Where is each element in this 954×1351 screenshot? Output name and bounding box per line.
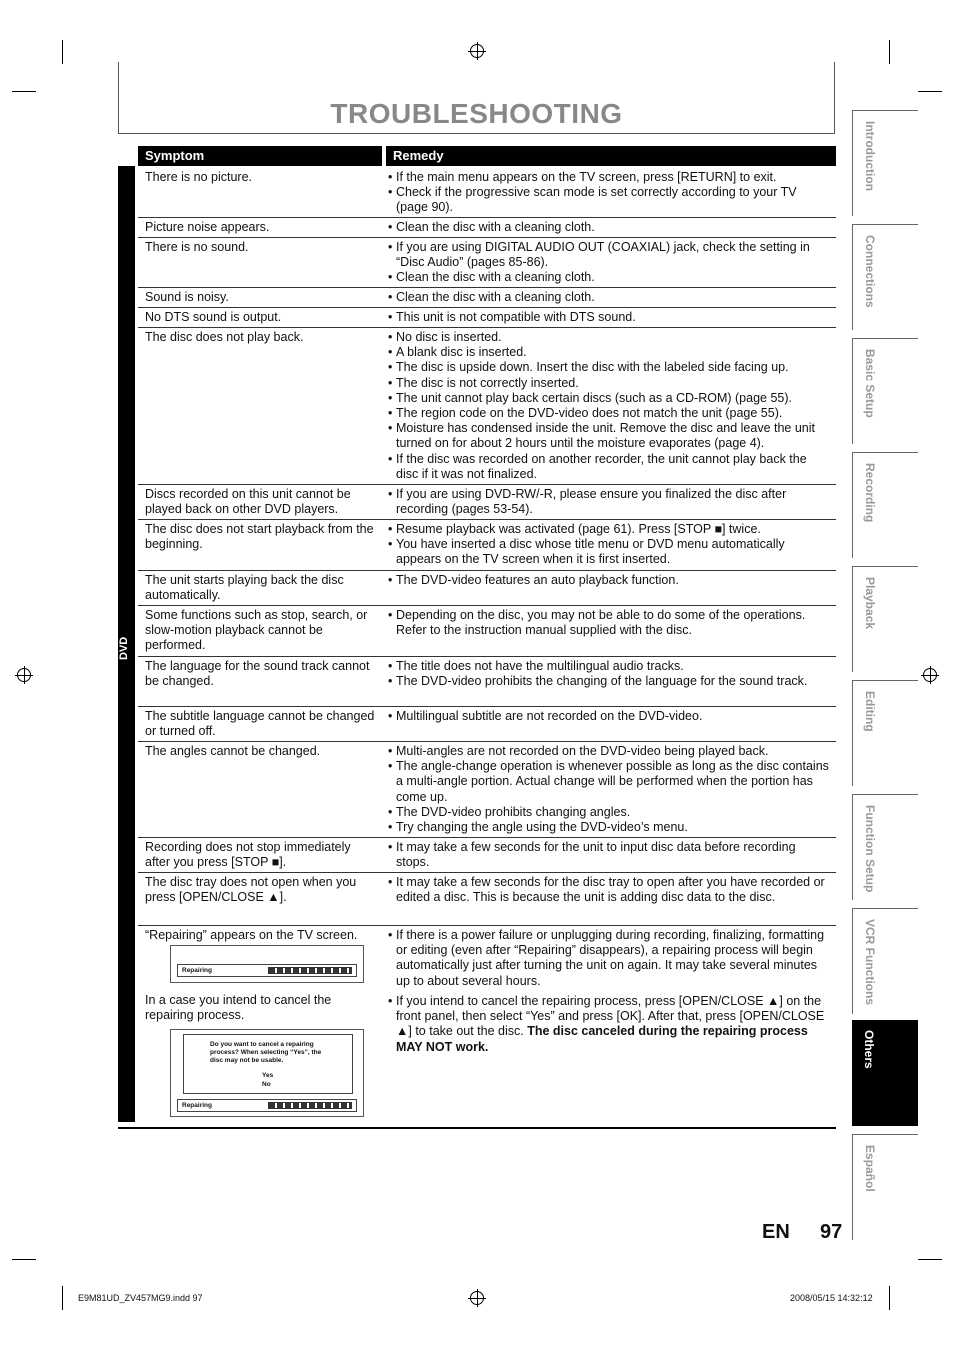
row-divider xyxy=(385,989,836,990)
remedy-item: • It may take a few seconds for the unit to input disc data before recording stops. xyxy=(388,840,832,870)
remedy-cell xyxy=(388,744,832,835)
tab-vcr-functions[interactable] xyxy=(852,908,918,1014)
symptom-cell: No DTS sound is output. xyxy=(145,310,282,324)
remedy-item: • If you are using DIGITAL AUDIO OUT (COAXIAL) jack, check the setting in “Disc Audio” (pages 85-86). xyxy=(388,240,832,270)
tab-label: Others xyxy=(862,1030,876,1069)
category-label: DVD xyxy=(118,636,130,660)
remedy-item: • A blank disc is inserted. xyxy=(388,345,832,360)
page-number: 97 xyxy=(820,1221,843,1243)
tab-basic-setup[interactable] xyxy=(852,338,918,444)
row-divider xyxy=(138,656,836,657)
remedy-cell xyxy=(388,290,832,305)
registration-mark-icon xyxy=(470,1291,484,1305)
remedy-item: • Check if the progressive scan mode is set correctly according to your TV (page 90). xyxy=(388,185,832,215)
repairing-progress-bar xyxy=(268,967,352,974)
crop-mark xyxy=(889,1286,890,1310)
symptom-cell: The language for the sound track cannot be changed. xyxy=(145,659,370,689)
remedy-item: • Resume playback was activated (page 61). Press [STOP ■] twice. xyxy=(388,522,832,537)
cancel-repair-screen xyxy=(170,1029,364,1117)
remedy-item: • The title does not have the multilingual audio tracks. xyxy=(388,659,832,674)
registration-mark-icon xyxy=(923,668,937,682)
remedy-item: • Clean the disc with a cleaning cloth. xyxy=(388,270,832,285)
crop-mark xyxy=(889,40,890,64)
remedy-item: • Clean the disc with a cleaning cloth. xyxy=(388,220,832,235)
crop-mark xyxy=(62,40,63,64)
remedy-cell xyxy=(388,487,832,517)
remedy-cell xyxy=(388,709,832,724)
remedy-item: • This unit is not compatible with DTS sound. xyxy=(388,310,832,325)
row-divider xyxy=(138,327,836,328)
remedy-item: • If you are using DVD-RW/-R, please ensure you finalized the disc after recording (pages 53-54). xyxy=(388,487,832,517)
remedy-cell xyxy=(388,220,832,235)
row-divider xyxy=(138,287,836,288)
remedy-item: • Moisture has condensed inside the unit. Remove the disc and leave the unit turned on for about 2 hours until the moisture evaporates (page 4). xyxy=(388,421,832,451)
remedy-item: • It may take a few seconds for the disc tray to open after you have recorded or edited a disc. This is because the unit is adding disc data to the disc. xyxy=(388,875,832,905)
symptom-cell: There is no picture. xyxy=(145,170,252,184)
tab-connections[interactable] xyxy=(852,224,918,330)
symptom-cell: Discs recorded on this unit cannot be played back on other DVD players. xyxy=(145,487,351,517)
tab-label: Function Setup xyxy=(863,805,877,893)
tab-label: Playback xyxy=(863,577,877,630)
row-divider xyxy=(138,570,836,571)
remedy-item: • The DVD-video features an auto playback function. xyxy=(388,573,832,588)
repairing-progress-bar xyxy=(268,1102,352,1109)
crop-mark xyxy=(62,1286,63,1310)
remedy-item: • If the main menu appears on the TV screen, press [RETURN] to exit. xyxy=(388,170,832,185)
cancel-remedy-text: If you intend to cancel the repairing process, press [OPEN/CLOSE ▲] on the front panel, then select “Yes” and press [OK]. After that, press [OPEN/CLOSE ▲] to take out the disc. xyxy=(396,994,825,1039)
remedy-item: • The DVD-video prohibits changing angles. xyxy=(388,805,832,820)
symptom-cell: The unit starts playing back the disc automatically. xyxy=(145,573,344,603)
remedy-cell xyxy=(388,170,832,216)
cancel-dialog xyxy=(183,1034,353,1094)
tab-label: Basic Setup xyxy=(863,349,877,418)
symptom-cell: The angles cannot be changed. xyxy=(145,744,321,758)
crop-mark xyxy=(918,1259,942,1260)
remedy-item: • The unit cannot play back certain discs (such as a CD-ROM) (page 55). xyxy=(388,391,832,406)
tab-label: Editing xyxy=(863,691,877,732)
crop-mark xyxy=(918,91,942,92)
table-bottom-rule xyxy=(118,1127,836,1129)
row-divider xyxy=(138,217,836,218)
remedy-cell xyxy=(388,928,832,989)
repairing-status-box xyxy=(177,964,357,977)
symptom-cell: Some functions such as stop, search, or slow-motion playback cannot be performed. xyxy=(145,608,368,653)
symptom-cell: The disc does not play back. xyxy=(145,330,304,344)
remedy-item: • Multi-angles are not recorded on the DVD-video being played back. xyxy=(388,744,832,759)
tab-recording[interactable] xyxy=(852,452,918,558)
tab-espa-ol[interactable] xyxy=(852,1134,918,1240)
page-title: TROUBLESHOOTING xyxy=(330,98,623,129)
remedy-item: • Try changing the angle using the DVD-video’s menu. xyxy=(388,820,832,835)
remedy-item: • No disc is inserted. xyxy=(388,330,832,345)
row-divider xyxy=(138,237,836,238)
row-divider xyxy=(138,741,836,742)
cancel-dialog-message: Do you want to cancel a repairing process? When selecting “Yes”, the disc may not be usable. xyxy=(210,1041,322,1064)
tab-label: Connections xyxy=(863,235,877,308)
cancel-remedy-warning: The disc canceled during the repairing process MAY NOT work. xyxy=(396,1024,808,1054)
remedy-cell xyxy=(388,875,832,905)
symptom-cell: “Repairing” appears on the TV screen. xyxy=(145,928,358,942)
symptom-header: Symptom xyxy=(138,146,382,166)
row-divider xyxy=(138,484,836,485)
remedy-item: • The DVD-video prohibits the changing of the language for the sound track. xyxy=(388,674,832,689)
symptom-cell: Picture noise appears. xyxy=(145,220,270,234)
tab-label: Español xyxy=(863,1145,877,1192)
tab-others[interactable] xyxy=(852,1020,918,1126)
remedy-cell xyxy=(388,310,832,325)
remedy-header: Remedy xyxy=(386,146,836,166)
language-code: EN xyxy=(762,1221,790,1243)
registration-mark-icon xyxy=(470,44,484,58)
footer-date: 2008/05/15 14:32:12 xyxy=(790,1293,873,1303)
symptom-cell: The subtitle language cannot be changed or turned off. xyxy=(145,709,375,739)
tab-playback[interactable] xyxy=(852,566,918,672)
remedy-item: • The disc is not correctly inserted. xyxy=(388,376,832,391)
symptom-cell: Sound is noisy. xyxy=(145,290,229,304)
cancel-symptom: In a case you intend to cancel the repairing process. xyxy=(145,993,332,1023)
remedy-cell xyxy=(388,608,832,638)
remedy-item: • If the disc was recorded on another recorder, the unit cannot play back the disc if it was not finalized. xyxy=(388,452,832,482)
remedy-item: • Clean the disc with a cleaning cloth. xyxy=(388,290,832,305)
tab-label: Recording xyxy=(863,463,877,523)
symptom-cell: The disc does not start playback from the beginning. xyxy=(145,522,374,552)
cancel-remedy xyxy=(388,994,828,1055)
remedy-item: • If there is a power failure or unplugging during recording, finalizing, formatting or editing (even after “Repairing” disappears), a repairing process will begin automatically just after turning the unit on again. It may take several minutes up to about several hours. xyxy=(388,928,832,989)
dialog-option-no[interactable]: No xyxy=(262,1081,271,1088)
remedy-item: • The disc is upside down. Insert the disc with the labeled side facing up. xyxy=(388,360,832,375)
row-divider xyxy=(138,605,836,606)
remedy-cell xyxy=(388,659,832,689)
remedy-item: • You have inserted a disc whose title menu or DVD menu automatically appears on the TV screen when it is first inserted. xyxy=(388,537,832,567)
crop-mark xyxy=(12,91,36,92)
remedy-cell xyxy=(388,840,832,870)
tab-label: Introduction xyxy=(863,121,877,191)
symptom-cell: The disc tray does not open when you press [OPEN/CLOSE ▲]. xyxy=(145,875,357,905)
remedy-cell xyxy=(388,330,832,482)
remedy-item: • The region code on the DVD-video does not match the unit (page 55). xyxy=(388,406,832,421)
remedy-cell xyxy=(388,522,832,568)
repairing-label: Repairing xyxy=(182,1102,212,1109)
registration-mark-icon xyxy=(17,668,31,682)
remedy-item: • Multilingual subtitle are not recorded on the DVD-video. xyxy=(388,709,832,724)
row-divider xyxy=(138,706,836,707)
remedy-item: • Depending on the disc, you may not be able to do some of the operations. Refer to the instruction manual supplied with the disc. xyxy=(388,608,832,638)
repairing-status-box xyxy=(177,1099,357,1112)
symptom-cell: There is no sound. xyxy=(145,240,249,254)
remedy-cell xyxy=(388,573,832,588)
remedy-item: • The angle-change operation is whenever possible as long as the disc contains a multi-angle portion. Actual change will be performed when the portion has come up. xyxy=(388,759,832,805)
footer-file: E9M81UD_ZV457MG9.indd 97 xyxy=(78,1293,203,1303)
remedy-cell xyxy=(388,240,832,286)
repairing-screen xyxy=(170,945,364,983)
crop-mark xyxy=(12,1259,36,1260)
tab-label: VCR Functions xyxy=(863,919,877,1005)
row-divider xyxy=(138,925,836,926)
symptom-cell: Recording does not stop immediately after you press [STOP ■]. xyxy=(145,840,351,870)
tab-function-setup[interactable] xyxy=(852,794,918,900)
row-divider xyxy=(138,307,836,308)
row-divider xyxy=(138,872,836,873)
dialog-option-yes[interactable]: Yes xyxy=(262,1072,274,1079)
tab-introduction[interactable] xyxy=(852,110,918,216)
row-divider xyxy=(138,519,836,520)
row-divider xyxy=(138,837,836,838)
tab-editing[interactable] xyxy=(852,680,918,786)
repairing-label: Repairing xyxy=(182,967,212,974)
